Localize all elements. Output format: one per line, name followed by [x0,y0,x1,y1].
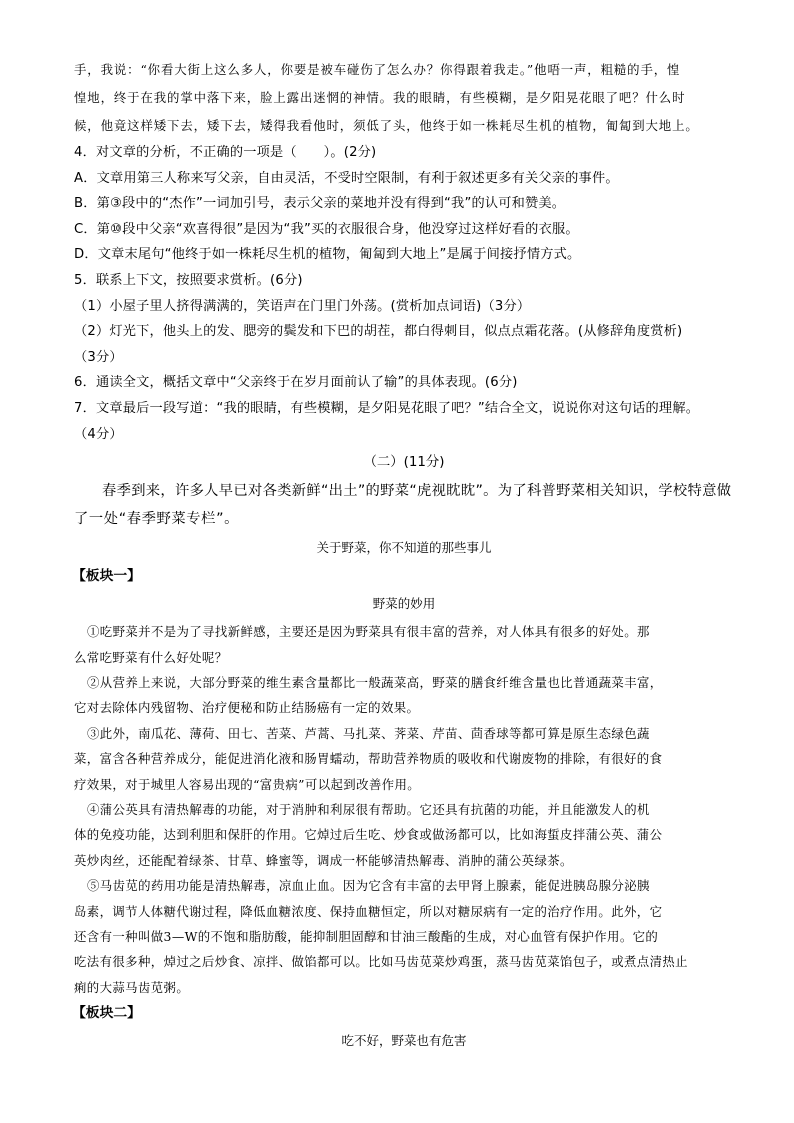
paragraph-line: 吃法有很多种，焯过之后炒食、凉拌、做馅都可以。比如马齿苋菜炒鸡蛋，蒸马齿苋菜馅包子，或煮点清热止 [74,954,688,970]
question-5: 5．联系上下文，按照要求赏析。(6分) [74,272,303,288]
paragraph-line: ①吃野菜并不是为了寻找新鲜感，主要还是因为野菜具有很丰富的营养，对人体具有很多的好处。那 [87,624,650,640]
passage-line: 候，他竟这样矮下去，矮下去，矮得我看他时，须低了头，他终于如一株耗尽生机的植物，匍匐到大地上。 [74,118,699,133]
passage-ending [74,56,734,140]
paragraph-line: ③此外，南瓜花、薄荷、田七、苦菜、芦蒿、马扎菜、荠菜、芹苗、茴香球等都可算是原生态绿色蔬 [87,725,650,741]
question-4: 4．对文章的分析，不正确的一项是（ ）。(2分) [74,145,377,160]
paragraph-line: ②从营养上来说，大部分野菜的维生素含量都比一般蔬菜高，野菜的膳食纤维含量也比普通蔬菜丰富， [87,674,663,690]
question-5-part-2: （2）灯光下，他头上的发、腮旁的鬓发和下巴的胡茬，都白得刺目，似点点霜花落。(从修辞角度赏析) [74,324,683,340]
passage-line: 惶地，终于在我的掌中落下来，脸上露出迷惘的神情。我的眼睛，有些模糊，是夕阳晃花眼了吧？什么时 [74,90,686,105]
section-2-intro-line: 了一处“春季野菜专栏”。 [74,511,239,528]
block-1-paragraph-5 [74,873,734,1000]
section-2-title: （二）(11分) [363,455,445,471]
block-1-paragraph-2 [74,670,734,721]
question-5-part-1: （1）小屋子里人挤得满满的，笑语声在门里门外荡。(赏析加点词语)（3分） [74,298,531,314]
question-list [74,140,734,447]
question-4-option-a: A．文章用第三人称来写父亲，自由灵活，不受时空限制，有利于叙述更多有关父亲的事件。 [74,170,619,186]
block-1-paragraph-1 [74,619,734,670]
paragraph-line: 还含有一种叫做3—W的不饱和脂肪酸，能抑制胆固醇和甘油三酸酯的生成，对心血管有保护作用。它的 [74,929,659,944]
question-7: 7．文章最后一段写道：“我的眼睛，有些模糊，是夕阳晃花眼了吧？”结合全文，说说你对这句话的理解。 [74,400,700,416]
column-heading: 关于野菜，你不知道的那些事儿 [316,540,492,556]
paragraph-line: 它对去除体内残留物、治疗便秘和防止结肠癌有一定的效果。 [74,700,420,716]
passage-line: 手，我说：“你看大街上这么多人，你要是被车碰伤了怎么办？你得跟着我走。”他唔一声，粗糙的手，惶 [74,62,681,77]
question-6: 6．通读全文，概括文章中“父亲终于在岁月面前认了输”的具体表现。(6分) [74,375,518,391]
section-2-intro-line: 春季到来，许多人早已对各类新鲜“出土”的野菜“虎视眈眈”。为了科普野菜相关知识，学校特意做 [102,483,732,500]
block-1-heading: 野菜的妙用 [372,596,436,612]
paragraph-line: 菜，富含各种营养成分，能促进消化液和肠胃蠕动，帮助营养物质的吸收和代谢废物的排除，有很好的食 [74,751,663,767]
question-5-part-2-score: （3分） [74,349,123,365]
question-7-score: （4分） [74,426,123,442]
paragraph-line: 英炒肉丝，还能配着绿茶、甘草、蜂蜜等，调成一杯能够清热解毒、消肿的蒲公英绿茶。 [74,852,573,868]
paragraph-line: 体的免疫功能，达到利胆和保肝的作用。它焯过后生吃、炒食或做汤都可以，比如海蜇皮拌蒲公英、蒲公 [74,827,663,843]
question-4-option-b: B．第③段中的“杰作”一词加引号，表示父亲的菜地并没有得到“我”的认可和赞美。 [74,196,566,212]
question-4-option-c: C．第⑩段中父亲“欢喜得很”是因为“我”买的衣服很合身，他没穿过这样好看的衣服。 [74,221,579,237]
paragraph-line: 么常吃野菜有什么好处呢？ [74,649,228,665]
document-page [74,56,734,1056]
block-2-label: 【板块二】 [72,1005,141,1022]
paragraph-line: ⑤马齿苋的药用功能是清热解毒，凉血止血。因为它含有丰富的去甲肾上腺素，能促进胰岛腺分泌胰 [87,878,650,894]
block-1-paragraph-3 [74,721,734,797]
block-1-body [74,619,734,1000]
question-4-option-d: D．文章末尾句“他终于如一株耗尽生机的植物，匍匐到大地上”是属于间接抒情方式。 [74,247,581,263]
block-2-heading: 吃不好，野菜也有危害 [341,1033,467,1049]
paragraph-line: 痢的大蒜马齿苋粥。 [74,979,190,995]
block-1-paragraph-4 [74,797,734,873]
paragraph-line: 岛素，调节人体糖代谢过程，降低血糖浓度、保持血糖恒定，所以对糖尿病有一定的治疗作用。此外，它 [74,903,663,919]
paragraph-line: ④蒲公英具有清热解毒的功能，对于消肿和利尿很有帮助。它还具有抗菌的功能，并且能激发人的机 [87,801,650,817]
block-1-label: 【板块一】 [72,568,141,585]
paragraph-line: 疗效果，对于城里人容易出现的“富贵病”可以起到改善作用。 [74,776,421,792]
